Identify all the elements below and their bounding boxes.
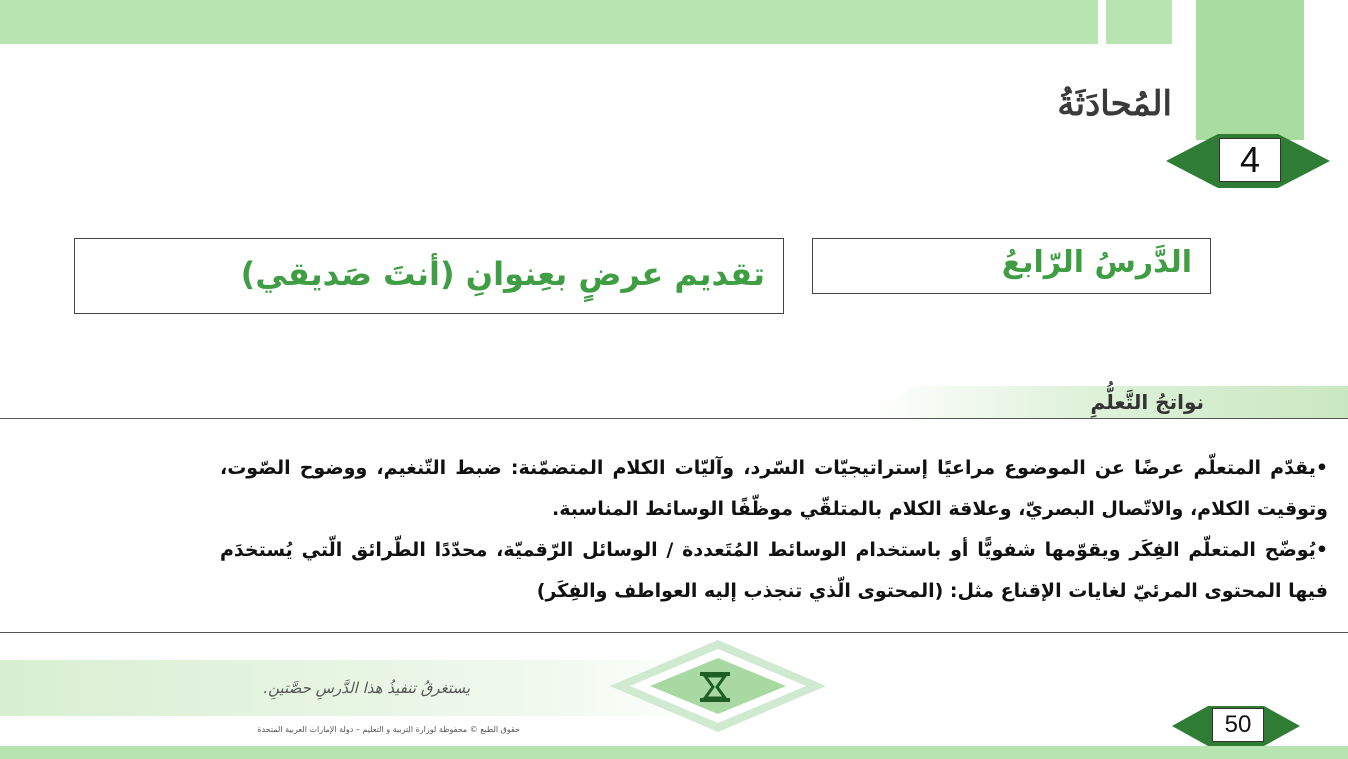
unit-number: 4 <box>1219 138 1281 182</box>
section-title: المُحادَثَةُ <box>1057 84 1172 124</box>
duration-note: يستغرقُ تنفيذُ هذا الدَّرسِ حصَّتينِ. <box>263 679 470 697</box>
bottom-band <box>0 746 1348 759</box>
page-number: 50 <box>1212 708 1264 742</box>
unit-column <box>1196 0 1304 140</box>
copyright-note: حقوق الطبع © محفوظة لوزارة التربية و التعليم – دولة الإمارات العربية المتحدة <box>257 725 520 734</box>
top-band-segment <box>1106 0 1172 44</box>
lesson-label: الدَّرسُ الرّابعُ <box>1001 245 1192 280</box>
lesson-title: تقديم عرضٍ بعِنوانِ (أنتَ صَديقي) <box>240 255 765 293</box>
outcome-paragraph-2: •يُوضّح المتعلّم الفِكَر ويقوّمها شفويًّا أو باستخدام الوسائط المُتَعددة / الوسائل الرّقميّة، محدّدًا الطّرائق الّتي يُستخدَم فيها المحتوى المرئيّ لغايات الإقناع مثل: (المحتوى الّذي تنجذب إليه العواطف والفِكَر) <box>220 539 1328 602</box>
outcome-paragraph-1: •يقدّم المتعلّم عرضًا عن الموضوع مراعيًا إستراتيجيّات السّرد، وآليّات الكلام المتضمّنة: ضبط التّنغيم، ووضوح الصّوت، وتوقيت الكلام، والاتّصال البصريّ، وعلاقة الكلام بالمتلقّي موظّفًا الوسائط المناسبة. <box>220 457 1328 520</box>
lesson-label-box <box>812 238 1211 294</box>
lesson-title-box <box>74 238 784 314</box>
outcomes-bottom-rule <box>0 632 1348 633</box>
hourglass-icon <box>698 670 732 704</box>
outcomes-heading: نواتجُ التَّعلُّمِ <box>1090 390 1204 414</box>
outcomes-top-rule <box>0 418 1348 419</box>
top-band <box>0 0 1098 44</box>
